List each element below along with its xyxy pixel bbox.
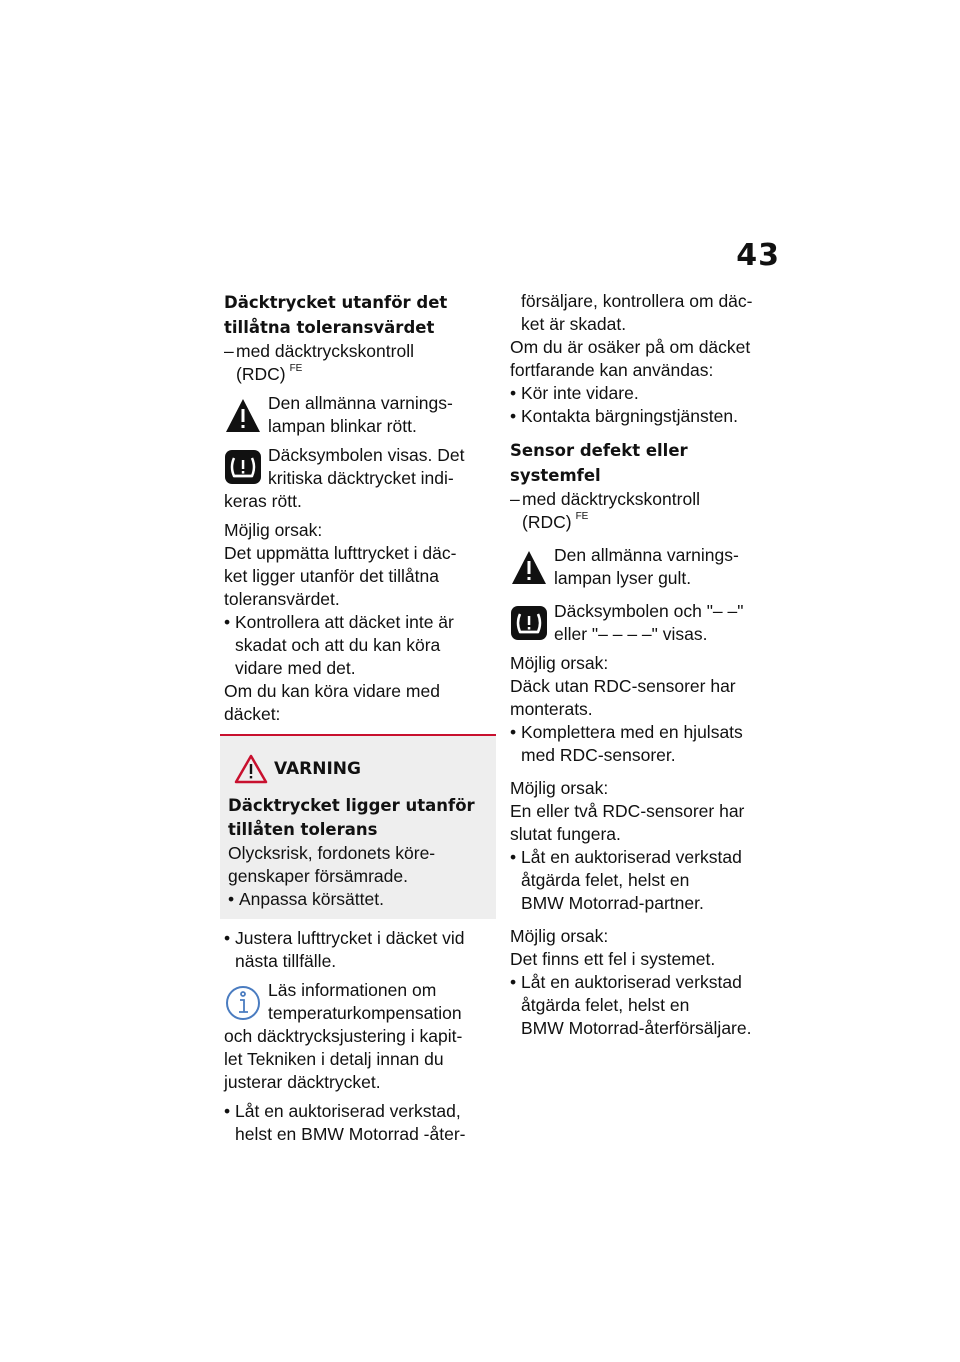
- warning-label: VARNING: [274, 759, 361, 779]
- right-column: [510, 290, 780, 1040]
- list-text: Låt en auktoriserad verkstad,: [235, 1101, 461, 1121]
- icon-text: temperaturkompensation: [268, 1003, 462, 1023]
- icon-text: let Tekniken i detalj innan du: [224, 1049, 444, 1069]
- condition-text: (RDC): [522, 512, 572, 532]
- bullet-mark: •: [224, 928, 231, 948]
- list-item: [510, 846, 780, 915]
- warning-header: [234, 754, 488, 784]
- list-text: Kontakta bärgningstjänsten.: [521, 406, 738, 426]
- condition-item: [224, 340, 492, 386]
- cause-block: [510, 652, 780, 721]
- tire-pressure-icon: [224, 448, 262, 488]
- list-text: Anpassa körsättet.: [239, 889, 384, 909]
- list-text: åtgärda felet, helst en: [521, 870, 690, 890]
- list-text: Låt en auktoriserad verkstad: [521, 972, 742, 992]
- list-text: nästa tillfälle.: [235, 951, 337, 971]
- section-heading: Sensor defekt eller systemfel: [510, 441, 688, 485]
- cause-block: [510, 777, 780, 846]
- list-item: [224, 927, 492, 973]
- paragraph-text: Om du kan köra vidare med: [224, 681, 440, 701]
- heading-line: tillåtna toleransvärdet: [224, 318, 435, 337]
- icon-text: lampan lyser gult.: [554, 568, 692, 588]
- list-text: Kontrollera att däcket inte är: [235, 612, 454, 632]
- list-text: ket är skadat.: [521, 314, 627, 334]
- condition-item: [510, 488, 780, 534]
- condition-text: (RDC): [236, 364, 286, 384]
- cause-text: Däck utan RDC-sensorer har: [510, 676, 736, 696]
- bullet-mark: •: [510, 847, 517, 867]
- list-text: skadat och att du kan köra: [235, 635, 441, 655]
- fe-marker: FE: [289, 363, 303, 374]
- fe-marker: FE: [575, 511, 589, 522]
- dash-mark: –: [510, 489, 520, 509]
- cause-label: Möjlig orsak:: [510, 926, 609, 946]
- bullet-mark: •: [228, 889, 235, 909]
- bullet-mark: •: [224, 1101, 231, 1121]
- icon-text: och däcktrycksjustering i kapit-: [224, 1026, 463, 1046]
- warning-title-line: Däcktrycket ligger utanför: [228, 796, 475, 815]
- paragraph: [510, 336, 780, 382]
- cause-block: [510, 925, 780, 971]
- condition-text: med däcktryckskontroll: [522, 489, 700, 509]
- bullet-mark: •: [510, 406, 517, 426]
- warning-box: [220, 734, 496, 919]
- list-item: [510, 721, 780, 767]
- cause-text: ket ligger utanför det tillåtna: [224, 566, 439, 586]
- cause-text: En eller två RDC-sensorer har: [510, 801, 745, 821]
- info-row: [224, 979, 492, 1094]
- warning-triangle-icon: [224, 396, 262, 436]
- tire-pressure-icon: [510, 604, 548, 644]
- cause-text: Det finns ett fel i systemet.: [510, 949, 716, 969]
- icon-text: justerar däcktrycket.: [224, 1072, 381, 1092]
- bullet-mark: •: [510, 383, 517, 403]
- heading-line: Däcktrycket utanför det: [224, 293, 448, 312]
- info-icon: [224, 983, 262, 1023]
- cause-label: Möjlig orsak:: [224, 520, 323, 540]
- list-item: [224, 1100, 492, 1146]
- condition-text: med däcktryckskontroll: [236, 341, 414, 361]
- list-text: Låt en auktoriserad verkstad: [521, 847, 742, 867]
- cause-block: [224, 519, 492, 611]
- list-item: [510, 382, 780, 405]
- cause-label: Möjlig orsak:: [510, 778, 609, 798]
- list-text: åtgärda felet, helst en: [521, 995, 690, 1015]
- tire-symbol-row: [510, 600, 780, 646]
- list-text: vidare med det.: [235, 658, 356, 678]
- warning-lamp-row: [224, 392, 492, 438]
- bullet-mark: •: [224, 612, 231, 632]
- warning-text: [228, 842, 488, 888]
- list-item: [510, 405, 780, 428]
- list-text: BMW Motorrad-partner.: [521, 893, 704, 913]
- warning-lamp-row: [510, 544, 780, 590]
- page-number: 43: [736, 238, 780, 273]
- warning-triangle-icon: [510, 548, 548, 588]
- list-text: Kör inte vidare.: [521, 383, 639, 403]
- list-item: [224, 611, 492, 680]
- icon-text: lampan blinkar rött.: [268, 416, 417, 436]
- warning-text-line: Olycksrisk, fordonets köre-: [228, 843, 436, 863]
- list-text: helst en BMW Motorrad -åter-: [235, 1124, 466, 1144]
- list-text: Justera lufttrycket i däcket vid: [235, 928, 465, 948]
- bullet-mark: •: [510, 972, 517, 992]
- paragraph-text: Om du är osäker på om däcket: [510, 337, 751, 357]
- cause-text: monterats.: [510, 699, 593, 719]
- bullet-mark: •: [510, 722, 517, 742]
- paragraph: [224, 680, 492, 726]
- cause-text: slutat fungera.: [510, 824, 621, 844]
- icon-text: Däcksymbolen och "– –": [554, 601, 744, 621]
- warning-triangle-icon: [234, 754, 268, 784]
- icon-text: Däcksymbolen visas. Det: [268, 445, 465, 465]
- cause-text: Det uppmätta lufttrycket i däc-: [224, 543, 457, 563]
- icon-text: kritiska däcktrycket indi-: [268, 468, 454, 488]
- icon-text: Den allmänna varnings-: [554, 545, 739, 565]
- icon-text: Den allmänna varnings-: [268, 393, 453, 413]
- cause-text: toleransvärdet.: [224, 589, 340, 609]
- warning-text-line: genskaper försämrade.: [228, 866, 408, 886]
- icon-text: eller "– – – –" visas.: [554, 624, 708, 644]
- list-item: [510, 971, 780, 1040]
- list-text: Komplettera med en hjulsats: [521, 722, 743, 742]
- list-text: försäljare, kontrollera om däc-: [521, 291, 753, 311]
- section-heading: [224, 290, 492, 340]
- warning-title: [228, 794, 488, 842]
- left-column: [224, 290, 492, 1146]
- list-text: med RDC-sensorer.: [521, 745, 676, 765]
- list-item-continued: [510, 290, 780, 336]
- tire-symbol-row: [224, 444, 492, 513]
- warning-title-line: tillåten tolerans: [228, 820, 378, 839]
- cause-label: Möjlig orsak:: [510, 653, 609, 673]
- icon-text: Läs informationen om: [268, 980, 437, 1000]
- icon-text: keras rött.: [224, 491, 302, 511]
- list-item: [228, 888, 488, 911]
- paragraph-text: däcket:: [224, 704, 281, 724]
- list-text: BMW Motorrad-återförsäljare.: [521, 1018, 752, 1038]
- dash-mark: –: [224, 341, 234, 361]
- paragraph-text: fortfarande kan användas:: [510, 360, 714, 380]
